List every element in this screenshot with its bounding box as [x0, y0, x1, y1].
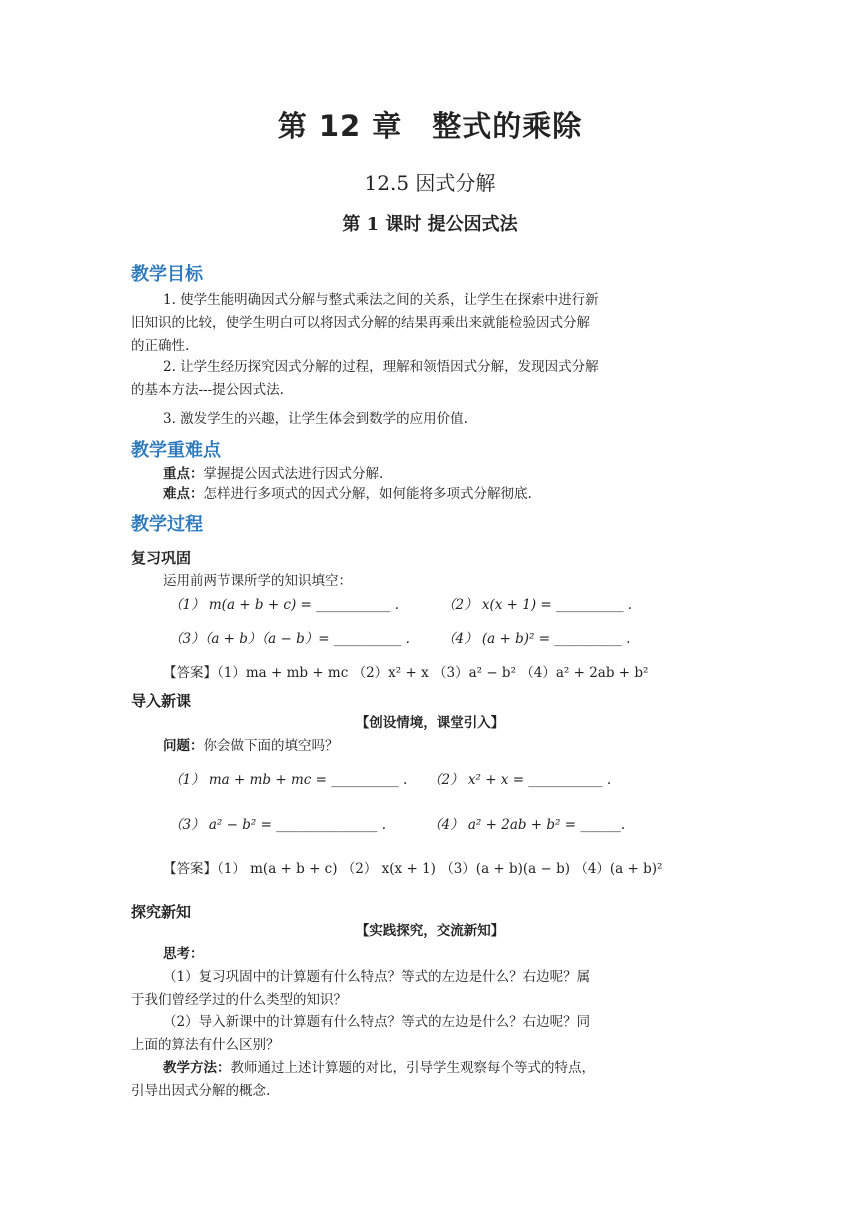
goal-1-line-3: 的正确性.: [131, 338, 190, 354]
intro-banner: 【创设情境，课堂引入】: [355, 715, 505, 731]
think-2-line-2: 上面的算法有什么区别？: [131, 1037, 280, 1053]
intro-q4: （4） a² + 2ab + b² = ______.: [428, 817, 626, 833]
intro-question: [163, 735, 339, 757]
explore-banner: 【实践探究，交流新知】: [355, 923, 505, 939]
think-1-line-2: 于我们曾经学过的什么类型的知识？: [131, 992, 347, 1008]
intro-q2: （2） x² + x = ___________ .: [428, 772, 612, 788]
key-point-text: 掌握提公因式法进行因式分解.: [203, 466, 384, 482]
intro-heading: 导入新课: [131, 692, 192, 710]
review-answer: 【答案】（1）ma + mb + mc （2）x² + x （3）a² − b² （4）a² + 2ab + b²: [163, 665, 649, 681]
goal-1-line-2: 旧知识的比较，使学生明白可以将因式分解的结果再乘出来就能检验因式分解: [131, 315, 590, 331]
key-point-label: 重点：: [163, 466, 204, 482]
review-q4: （4） (a + b)² = __________ .: [442, 631, 631, 647]
review-q1: （1） m(a + b + c) = ___________ .: [169, 597, 399, 613]
intro-answer: 【答案】（1） m(a + b + c) （2） x(x + 1) （3）(a + b)(a − b) （4）(a + b)²: [163, 861, 663, 877]
section-title: 12.5 因式分解: [364, 171, 496, 195]
intro-q1: （1） ma + mb + mc = __________ .: [169, 772, 408, 788]
think-1-line-1: （1）复习巩固中的计算题有什么特点？等式的左边是什么？右边呢？属: [163, 969, 591, 985]
key-point: [163, 463, 383, 485]
intro-question-label: 问题：: [163, 738, 204, 754]
process-heading: 教学过程: [131, 514, 203, 535]
goals-heading: 教学目标: [131, 264, 203, 285]
intro-q3: （3） a² − b² = _______________ .: [169, 817, 387, 833]
lesson-title: 第 1 课时 提公因式法: [342, 214, 518, 235]
goal-2-line-1: 2. 让学生经历探究因式分解的过程，理解和领悟因式分解，发现因式分解: [163, 359, 599, 375]
review-q2: （2） x(x + 1) = __________ .: [442, 597, 633, 613]
review-intro: 运用前两节课所学的知识填空：: [163, 573, 352, 589]
intro-question-text: 你会做下面的填空吗？: [203, 738, 339, 754]
think-2-line-1: （2）导入新课中的计算题有什么特点？等式的左边是什么？右边呢？同: [163, 1014, 591, 1030]
difficult-point-text: 怎样进行多项式的因式分解，如何能将多项式分解彻底.: [203, 486, 532, 502]
teaching-method-label: 教学方法：: [163, 1060, 231, 1076]
difficult-point: [163, 483, 532, 505]
review-heading: 复习巩固: [131, 549, 192, 567]
teaching-method-line-2: 引导出因式分解的概念.: [131, 1083, 271, 1099]
review-q3: （3）（a + b）（a − b）= __________ .: [169, 631, 410, 647]
teaching-method: [163, 1057, 595, 1079]
key-points-heading: 教学重难点: [131, 440, 221, 461]
goal-2-line-2: 的基本方法---提公因式法.: [131, 382, 284, 398]
goal-3: 3. 激发学生的兴趣，让学生体会到数学的应用价值.: [163, 411, 468, 427]
teaching-method-line-1: 教师通过上述计算题的对比，引导学生观察每个等式的特点，: [230, 1060, 595, 1076]
difficult-point-label: 难点：: [163, 486, 204, 502]
chapter-title: 第 12 章 整式的乘除: [277, 109, 583, 143]
goal-1-line-1: 1. 使学生能明确因式分解与整式乘法之间的关系，让学生在探索中进行新: [163, 292, 599, 308]
think-label: 思考：: [163, 946, 204, 962]
explore-heading: 探究新知: [131, 903, 192, 921]
